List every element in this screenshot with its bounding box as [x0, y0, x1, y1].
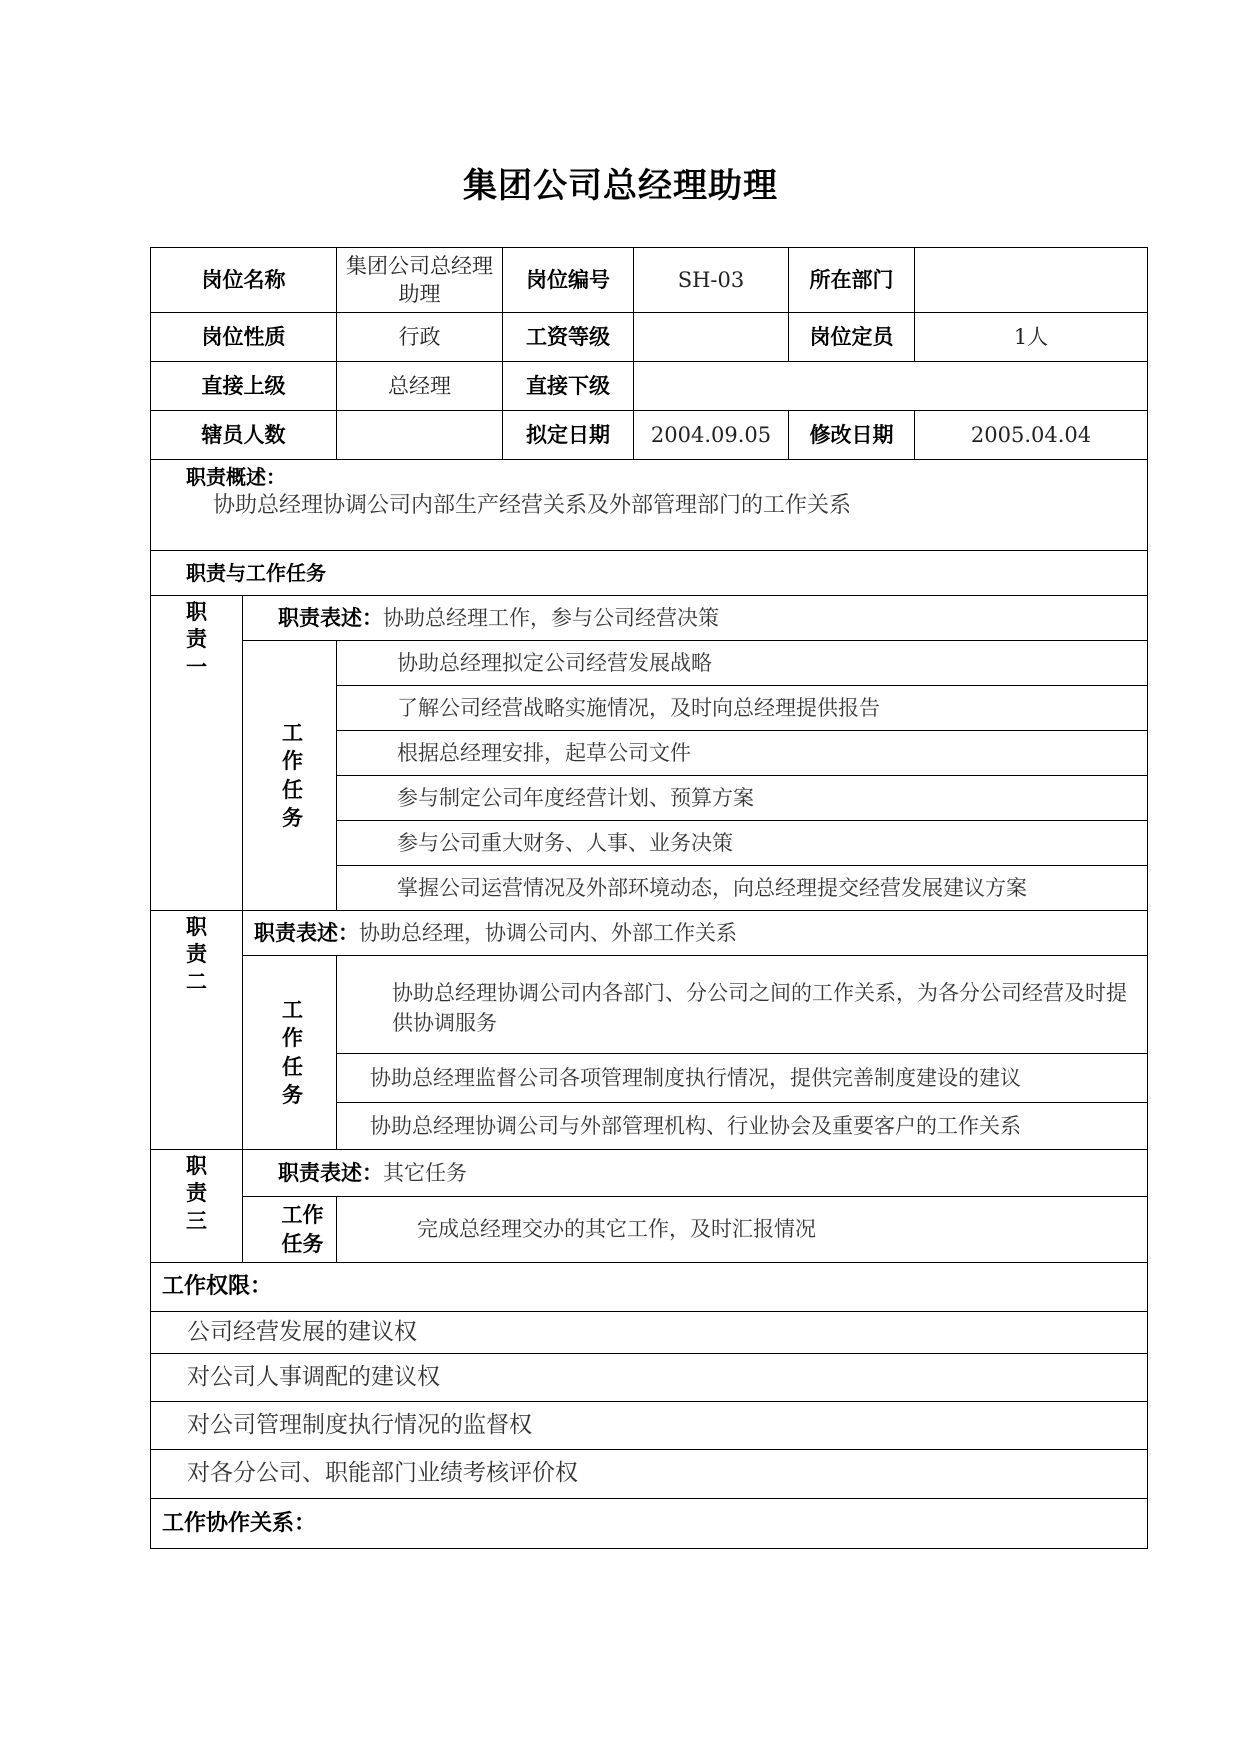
authority-header-row: [151, 1263, 1148, 1312]
duty-1-task-label: 工作任务: [243, 641, 337, 911]
summary-label: 职责概述：: [186, 465, 286, 489]
cooperation-label: 工作协作关系：: [151, 1499, 1148, 1549]
duty-2-desc-text: 协助总经理，协调公司内、外部工作关系: [359, 920, 737, 945]
summary-cell: [151, 460, 1148, 551]
duty-3-desc-text: 其它任务: [383, 1160, 467, 1185]
duty-3-desc-row: [151, 1150, 1148, 1197]
label-draft-date: 拟定日期: [503, 411, 634, 460]
value-position-type: 行政: [337, 313, 503, 362]
page-title: 集团公司总经理助理: [463, 166, 778, 206]
duty-3-task-label: 工作任务: [243, 1197, 337, 1263]
duties-header-row: [151, 551, 1148, 596]
duty-2-label: 职责二: [151, 911, 243, 1150]
info-row-4: [151, 411, 1148, 460]
value-headcount: 1人: [915, 313, 1148, 362]
duty-3-task-1: 完成总经理交办的其它工作，及时汇报情况: [337, 1197, 1148, 1263]
duty-1-task-2: 了解公司经营战略实施情况，及时向总经理提供报告: [337, 686, 1148, 731]
duty-1-task-1: 协助总经理拟定公司经营发展战略: [337, 641, 1148, 686]
label-headcount: 岗位定员: [789, 313, 915, 362]
authority-item-3: 对公司管理制度执行情况的监督权: [151, 1402, 1148, 1450]
value-draft-date: 2004.09.05: [634, 411, 789, 460]
summary-text: 协助总经理协调公司内部生产经营关系及外部管理部门的工作关系: [213, 493, 852, 518]
duty-2-task-label: 工作任务: [243, 956, 337, 1150]
duties-header: 职责与工作任务: [151, 551, 1148, 596]
info-row-3: [151, 362, 1148, 411]
label-position-name: 岗位名称: [151, 248, 337, 313]
duty-1-task-3: 根据总经理安排，起草公司文件: [337, 731, 1148, 776]
label-salary-grade: 工资等级: [503, 313, 634, 362]
value-direct-superior: 总经理: [337, 362, 503, 411]
duty-1-task-5: 参与公司重大财务、人事、业务决策: [337, 821, 1148, 866]
value-position-name: 集团公司总经理助理: [337, 248, 503, 313]
authority-item-2: 对公司人事调配的建议权: [151, 1354, 1148, 1402]
value-department: [915, 248, 1148, 313]
duty-3-desc: [243, 1150, 1148, 1197]
duty-2-task-3: 协助总经理协调公司与外部管理机构、行业协会及重要客户的工作关系: [337, 1103, 1148, 1150]
info-row-2: [151, 313, 1148, 362]
authority-item-4: 对各分公司、职能部门业绩考核评价权: [151, 1450, 1148, 1499]
duty-2-task-1: 协助总经理协调公司内各部门、分公司之间的工作关系，为各分公司经营及时提供协调服务: [337, 956, 1148, 1054]
label-staff-count: 辖员人数: [151, 411, 337, 460]
job-description-table: [150, 247, 1148, 1549]
cooperation-row: [151, 1499, 1148, 1549]
value-salary-grade: [634, 313, 789, 362]
duty-1-task-row: [151, 641, 1148, 686]
duty-2-desc-row: [151, 911, 1148, 956]
label-position-type: 岗位性质: [151, 313, 337, 362]
duty-1-desc-label: 职责表述：: [278, 605, 383, 630]
duty-3-task-row: [151, 1197, 1148, 1263]
duty-2-task-2: 协助总经理监督公司各项管理制度执行情况，提供完善制度建设的建议: [337, 1054, 1148, 1103]
label-position-code: 岗位编号: [503, 248, 634, 313]
value-direct-subordinate: [634, 362, 1148, 411]
label-direct-subordinate: 直接下级: [503, 362, 634, 411]
duty-1-desc: [243, 596, 1148, 641]
label-direct-superior: 直接上级: [151, 362, 337, 411]
duty-2-desc-label: 职责表述：: [254, 920, 359, 945]
duty-2-desc: [243, 911, 1148, 956]
value-position-code: SH-03: [634, 248, 789, 313]
info-row-1: [151, 248, 1148, 313]
duty-1-task-4: 参与制定公司年度经营计划、预算方案: [337, 776, 1148, 821]
label-department: 所在部门: [789, 248, 915, 313]
summary-row: [151, 460, 1148, 551]
duty-1-label: 职责一: [151, 596, 243, 911]
authority-label: 工作权限：: [151, 1263, 1148, 1312]
duty-3-desc-label: 职责表述：: [278, 1160, 383, 1185]
label-revision-date: 修改日期: [789, 411, 915, 460]
duty-1-desc-text: 协助总经理工作，参与公司经营决策: [383, 605, 719, 630]
duty-3-label: 职责三: [151, 1150, 243, 1263]
authority-item-1: 公司经营发展的建议权: [151, 1312, 1148, 1354]
value-staff-count: [337, 411, 503, 460]
value-revision-date: 2005.04.04: [915, 411, 1148, 460]
duty-1-task-6: 掌握公司运营情况及外部环境动态，向总经理提交经营发展建议方案: [337, 866, 1148, 911]
duty-2-task-row: [151, 956, 1148, 1054]
duty-1-desc-row: [151, 596, 1148, 641]
